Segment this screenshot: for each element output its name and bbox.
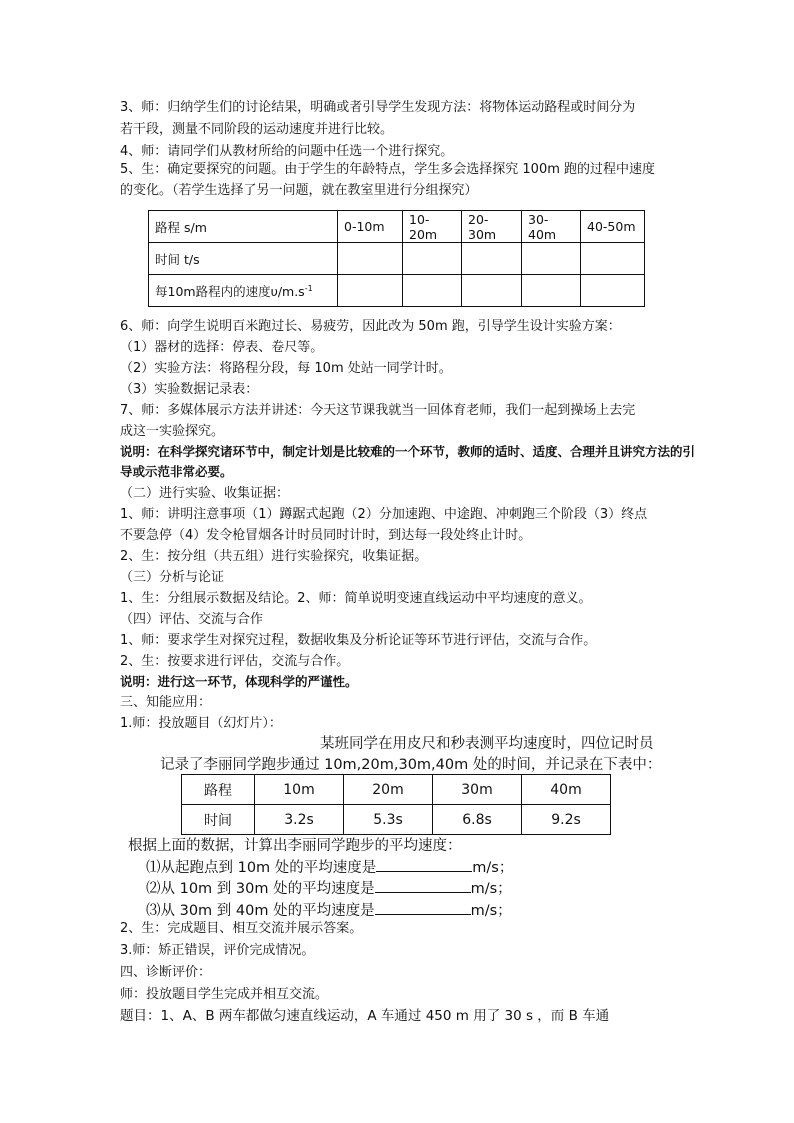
table-cell: 0-10m: [338, 211, 403, 243]
text-line: 1、师：讲明注意事项（1）蹲踞式起跑（2）分加速跑、中途跑、冲刺跑三个阶段（3）终点: [120, 507, 648, 522]
note-line: 导或示范非常必要。: [120, 464, 233, 479]
table-row: [182, 775, 611, 805]
section-heading: （二）进行实验、收集证据：: [120, 486, 290, 501]
table-cell: 20m: [344, 775, 433, 805]
question-text: ⑵从 10m 到 30m 处的平均速度是: [146, 881, 375, 897]
question-line: [146, 857, 513, 879]
unit-text: m/s；: [472, 860, 514, 876]
note-line: 说明：进行这一环节，体现科学的严谨性。: [120, 674, 358, 689]
table-cell: [462, 243, 522, 275]
problem-text: 记录了李丽同学跑步通过 10m,20m,30m,40m 处的时间，并记录在下表中：: [160, 757, 662, 773]
table-cell: 3.2s: [255, 805, 344, 835]
text-line: 4、师：请同学们从教材所给的问题中任选一个进行探究。: [120, 144, 454, 159]
table-cell: 40-50m: [581, 211, 645, 243]
table-cell: 40m: [522, 775, 611, 805]
problem-text: 根据上面的数据，计算出李丽同学跑步的平均速度：: [128, 838, 462, 854]
text-line: 师：投放题目学生完成并相互交流。: [120, 987, 329, 1002]
table-cell: 20-30m: [462, 211, 522, 243]
table-cell: 30-40m: [522, 211, 581, 243]
question-text: ⑶从 30m 到 40m 处的平均速度是: [146, 903, 375, 919]
time-data-table: [181, 774, 611, 835]
table-cell: [581, 275, 645, 307]
table-cell: [403, 275, 462, 307]
text-line: 3.师：矫正错误，评价完成情况。: [120, 943, 315, 958]
text-line: 3、师：归纳学生们的讨论结果，明确或者引导学生发现方法：将物体运动路程或时间分为: [120, 100, 636, 115]
answer-blank[interactable]: [375, 878, 471, 893]
text-line: 6、师：向学生说明百米跑过长、易疲劳，因此改为 50m 跑，引导学生设计实验方案：: [120, 319, 621, 334]
note-line: 说明：在科学探究诸环节中，制定计划是比较难的一个环节，教师的适时、适度、合理并且讲究方法的引: [120, 444, 696, 459]
table-cell: 时间: [182, 805, 255, 835]
table-cell: 30m: [433, 775, 522, 805]
table-cell: [403, 243, 462, 275]
table-cell: [338, 275, 403, 307]
table-row: [149, 211, 645, 243]
table-cell: [522, 275, 581, 307]
table-cell: 路程: [182, 775, 255, 805]
section-heading: （三）分析与论证: [120, 570, 225, 585]
table-cell: 10-20m: [403, 211, 462, 243]
table-cell: [338, 243, 403, 275]
table-cell: 路程 s/m: [149, 211, 338, 243]
question-text: ⑴从起跑点到 10m 处的平均速度是: [146, 860, 377, 876]
section-heading: 四、诊断评价：: [120, 965, 212, 980]
table-row: [182, 805, 611, 835]
text-line: 5、生：确定要探究的问题。由于学生的年龄特点，学生多会选择探究 100m 跑的过程中速度: [120, 162, 656, 177]
answer-blank[interactable]: [376, 857, 472, 872]
section-heading: （四）评估、交流与合作: [120, 612, 264, 627]
answer-blank[interactable]: [375, 900, 471, 915]
text-line: 不要急停（4）发令枪冒烟各计时员同时计时，到达每一段处终止计时。: [120, 528, 532, 543]
table-cell: [581, 243, 645, 275]
text-line: 2、生：按要求进行评估，交流与合作。: [120, 654, 350, 669]
text-line: 1.师：投放题目（幻灯片）：: [120, 716, 282, 731]
speed-record-table: [148, 210, 645, 307]
text-line: 的变化。（若学生选择了另一问题，就在教室里进行分组探究）: [120, 183, 478, 198]
table-cell: [462, 275, 522, 307]
text-line: 题目：1、A、B 两车都做匀速直线运动，A 车通过 450 m 用了 30 s ，而 B 车通: [120, 1008, 610, 1024]
text-line: 1、生：分组展示数据及结论。2、师：简单说明变速直线运动中平均速度的意义。: [120, 591, 592, 606]
table-cell: 6.8s: [433, 805, 522, 835]
table-cell: [522, 243, 581, 275]
unit-exponent: -1: [304, 283, 313, 293]
table-cell: 时间 t/s: [149, 243, 338, 275]
text-line: 2、生：完成题目、相互交流并展示答案。: [120, 921, 363, 936]
table-cell: 5.3s: [344, 805, 433, 835]
text-line: 2、生：按分组（共五组）进行实验探究，收集证据。: [120, 549, 428, 564]
table-cell: [149, 275, 338, 307]
text-line: 7、师：多媒体展示方法并讲述：今天这节课我就当一回体育老师，我们一起到操场上去完: [120, 403, 636, 418]
speed-label: 每10m路程内的速度υ/m.s: [155, 283, 305, 299]
section-heading: 三、知能应用：: [120, 695, 212, 710]
problem-text: 某班同学在用皮尺和秒表测平均速度时，四位记时员: [320, 736, 654, 752]
unit-text: m/s；: [470, 881, 512, 897]
text-line: （2）实验方法：将路程分段，每 10m 处站一同学计时。: [120, 361, 452, 376]
question-line: [146, 878, 512, 900]
table-cell: 10m: [255, 775, 344, 805]
table-cell: 9.2s: [522, 805, 611, 835]
table-row: [149, 243, 645, 275]
text-line: （1）器材的选择：停表、卷尺等。: [120, 340, 324, 355]
text-line: 1、师：要求学生对探究过程，数据收集及分析论证等环节进行评估，交流与合作。: [120, 633, 597, 648]
text-line: 成这一实验探究。: [120, 424, 225, 439]
text-line: 若干段，测量不同阶段的运动速度并进行比较。: [120, 122, 394, 137]
text-line: （3）实验数据记录表：: [120, 382, 259, 397]
table-row: [149, 275, 645, 307]
unit-text: m/s；: [470, 903, 512, 919]
